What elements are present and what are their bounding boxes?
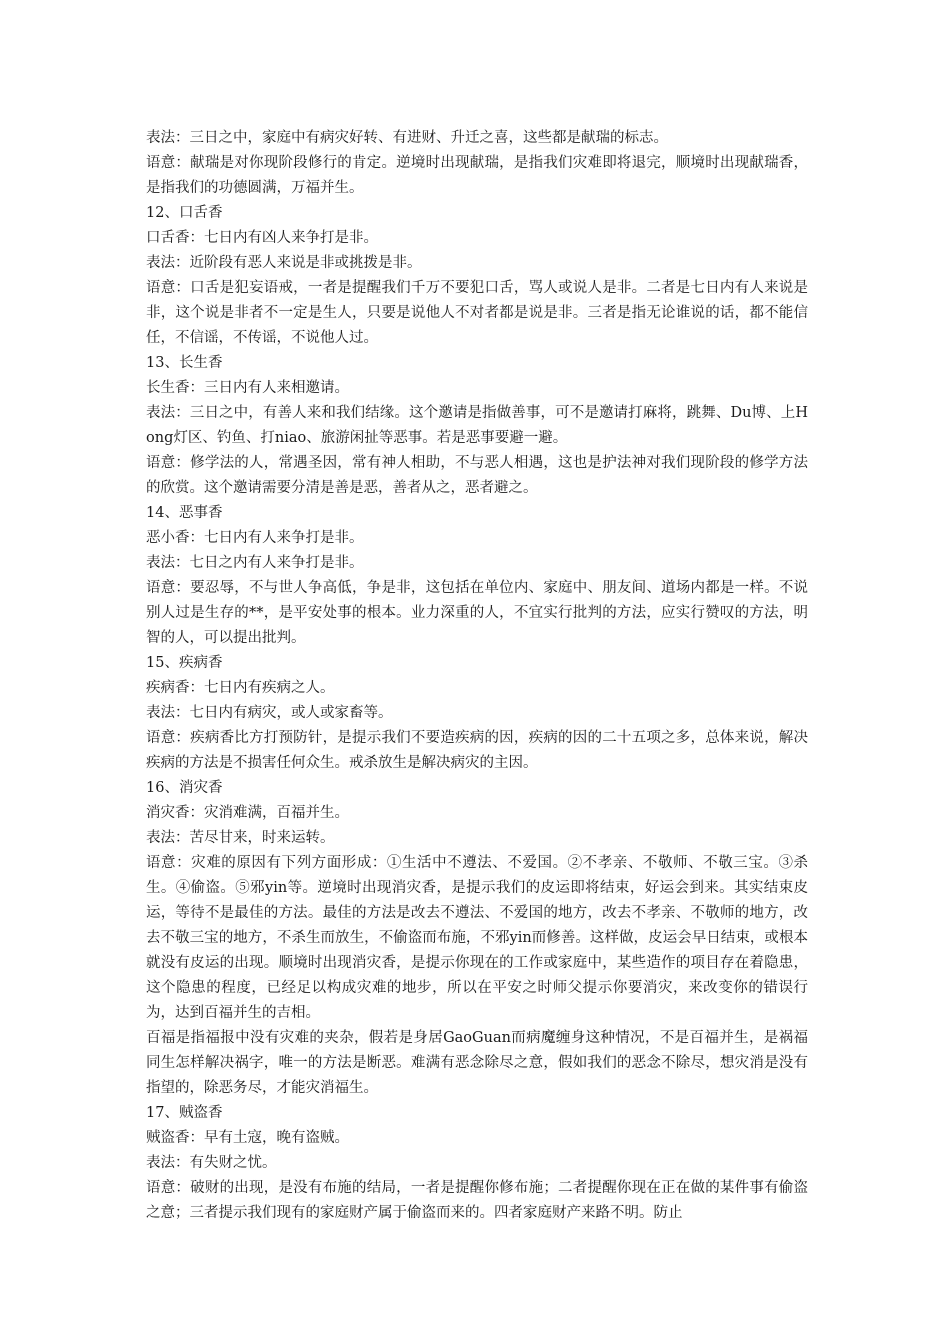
paragraph: 语意：破财的出现，是没有布施的结局，一者是提醒你修布施；二者提醒你现在正在做的某件事有偷盗之意；三者提示我们现有的家庭财产属于偷盗而来的。四者家庭财产来路不明。防止 bbox=[146, 1180, 808, 1221]
paragraph: 恶小香：七日内有人来争打是非。 bbox=[146, 530, 364, 546]
paragraph: 表法：三日之中，有善人来和我们结缘。这个邀请是指做善事，可不是邀请打麻将，跳舞、Du博、上Hong灯区、钓鱼、打niao、旅游闲扯等恶事。若是恶事要避一避。 bbox=[146, 405, 808, 446]
paragraph: 表法：三日之中，家庭中有病灾好转、有进财、升迁之喜，这些都是献瑞的标志。 bbox=[146, 130, 668, 146]
paragraph: 长生香：三日内有人来相邀请。 bbox=[146, 380, 349, 396]
paragraph: 语意：口舌是犯妄语戒，一者是提醒我们千万不要犯口舌，骂人或说人是非。二者是七日内有人来说是非，这个说是非者不一定是生人，只要是说他人不对者都是说是非。三者是指无论谁说的话，都不能信任，不信谣，不传谣，不说他人过。 bbox=[146, 280, 808, 346]
paragraph: 语意：要忍辱，不与世人争高低，争是非，这包括在单位内、家庭中、朋友间、道场内都是一样。不说别人过是生存的**，是平安处事的根本。业力深重的人，不宜实行批判的方法，应实行赞叹的方法，明智的人，可以提出批判。 bbox=[146, 580, 808, 646]
section-heading: 13、长生香 bbox=[146, 355, 223, 371]
paragraph: 贼盗香：早有土寇，晚有盗贼。 bbox=[146, 1130, 349, 1146]
section-heading: 16、消灾香 bbox=[146, 780, 223, 796]
section-heading: 15、疾病香 bbox=[146, 655, 223, 671]
section-heading: 12、口舌香 bbox=[146, 205, 223, 221]
paragraph: 表法：近阶段有恶人来说是非或挑拨是非。 bbox=[146, 255, 422, 271]
paragraph: 语意：修学法的人，常遇圣因，常有神人相助，不与恶人相遇，这也是护法神对我们现阶段的修学方法的欣赏。这个邀请需要分清是善是恶，善者从之，恶者避之。 bbox=[146, 455, 808, 496]
section-heading: 14、恶事香 bbox=[146, 505, 223, 521]
paragraph: 表法：有失财之忧。 bbox=[146, 1155, 277, 1171]
document-body bbox=[146, 126, 808, 1226]
paragraph: 疾病香：七日内有疾病之人。 bbox=[146, 680, 335, 696]
paragraph: 表法：七日之内有人来争打是非。 bbox=[146, 555, 364, 571]
paragraph: 表法：苦尽甘来，时来运转。 bbox=[146, 830, 335, 846]
paragraph: 语意：疾病香比方打预防针，是提示我们不要造疾病的因，疾病的因的二十五项之多，总体来说，解决疾病的方法是不损害任何众生。戒杀放生是解决病灾的主因。 bbox=[146, 730, 808, 771]
paragraph: 表法：七日内有病灾，或人或家畜等。 bbox=[146, 705, 393, 721]
paragraph: 语意：献瑞是对你现阶段修行的肯定。逆境时出现献瑞，是指我们灾难即将退完，顺境时出现献瑞香，是指我们的功德圆满，万福并生。 bbox=[146, 155, 808, 196]
paragraph: 消灾香：灾消难满，百福并生。 bbox=[146, 805, 349, 821]
paragraph: 口舌香：七日内有凶人来争打是非。 bbox=[146, 230, 378, 246]
paragraph: 语意：灾难的原因有下列方面形成：①生活中不遵法、不爱国。②不孝亲、不敬师、不敬三宝。③杀生。④偷盗。⑤邪yin等。逆境时出现消灾香，是提示我们的皮运即将结束，好运会到来。其实结束皮运，等待不是最佳的方法。最佳的方法是改去不遵法、不爱国的地方，改去不孝亲、不敬师的地方，改去不敬三宝的地方，不杀生而放生，不偷盗而布施，不邪yin而修善。这样做，皮运会早日结束，或根本就没有皮运的出现。顺境时出现消灾香，是提示你现在的工作或家庭中，某些造作的项目存在着隐患，这个隐患的程度，已经足以构成灾难的地步，所以在平安之时师父提示你要消灾，来改变你的错误行为，达到百福并生的吉相。 bbox=[146, 855, 808, 1021]
section-heading: 17、贼盗香 bbox=[146, 1105, 223, 1121]
paragraph: 百福是指福报中没有灾难的夹杂，假若是身居GaoGuan而病魔缠身这种情况，不是百福并生，是祸福同生怎样解决祸字，唯一的方法是断恶。难满有恶念除尽之意，假如我们的恶念不除尽，想灾消是没有指望的，除恶务尽，才能灾消福生。 bbox=[146, 1030, 808, 1096]
